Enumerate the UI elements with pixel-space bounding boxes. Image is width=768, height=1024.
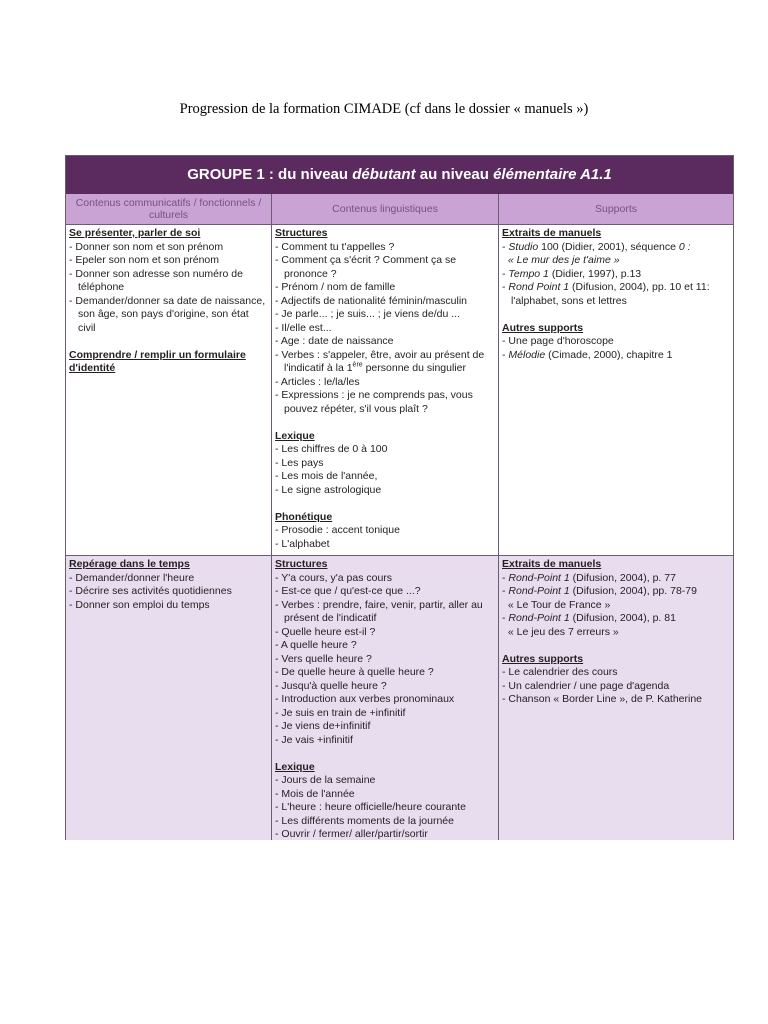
- manual-subtitle: « Le Tour de France »: [507, 598, 611, 611]
- section-heading: Lexique: [275, 429, 315, 442]
- manual-title: Rond Point 1: [508, 281, 570, 293]
- section-heading: Se présenter, parler de soi: [69, 227, 201, 239]
- manual-title: Rond-Point 1: [508, 585, 570, 597]
- header-linguistic-label: Contenus linguistiques: [332, 203, 438, 215]
- row1-supports-cell: [499, 225, 733, 555]
- list-item: - Je suis en train de +infinitif: [275, 706, 406, 719]
- list-item: - Les chiffres de 0 à 100: [275, 443, 388, 455]
- section-heading: Lexique: [275, 760, 315, 773]
- list-item: - Donner son adresse son numéro de téléphone: [69, 267, 243, 293]
- manual-title: Tempo 1: [508, 267, 549, 280]
- manual-title: Mélodie: [508, 348, 546, 361]
- curriculum-table: [65, 155, 734, 840]
- banner-level-start: débutant: [352, 166, 416, 183]
- list-item: - Demander/donner l'heure: [69, 571, 195, 584]
- row-divider: [66, 555, 733, 556]
- list-item: - Ouvrir / fermer/ aller/partir/sortir: [275, 828, 428, 840]
- list-item: - Comment tu t'appelles ?: [275, 240, 395, 253]
- section-heading: Extraits de manuels: [502, 227, 602, 239]
- section-heading: Structures: [275, 227, 328, 239]
- list-item: [502, 626, 730, 640]
- document-title: Progression de la formation CIMADE (cf dans le dossier « manuels »): [179, 101, 589, 117]
- section-heading: Structures: [275, 558, 328, 570]
- list-item: - Les mois de l'année,: [275, 470, 378, 482]
- list-item: - Rond Point 1 (Difusion, 2004), pp. 10 et 11: l'alphabet, sons et lettres: [502, 281, 710, 307]
- group-banner: [66, 156, 733, 194]
- list-item: [502, 254, 730, 268]
- manual-details: (Didier, 1997), p.13: [548, 267, 642, 280]
- row-divider: [66, 224, 733, 225]
- verbes-text: - Verbes : s'appeler, être, avoir au présent de l'indicatif à la 1: [275, 348, 485, 374]
- manual-details: (Difusion, 2004), pp. 78-79: [569, 585, 697, 597]
- list-item: - Donner son emploi du temps: [69, 598, 210, 611]
- list-item: - A quelle heure ?: [275, 639, 357, 651]
- list-item: - Quelle heure est-il ?: [275, 625, 376, 638]
- row1-linguistic-cell: [272, 225, 498, 555]
- section-heading: Autres supports: [502, 652, 584, 665]
- banner-middle: au niveau: [415, 166, 494, 183]
- column-divider: [498, 194, 499, 840]
- list-item: - Jusqu'à quelle heure ?: [275, 679, 387, 692]
- verbes-text-end: personne du singulier: [362, 362, 466, 374]
- row2-linguistic-cell: [272, 556, 498, 840]
- list-item: - Mois de l'année: [275, 787, 355, 800]
- list-item: - Tempo 1 (Didier, 1997), p.13: [502, 267, 642, 280]
- list-item: - Verbes : prendre, faire, venir, partir, aller au présent de l'indicatif: [275, 598, 483, 624]
- list-item: - Expressions : je ne comprends pas, vous pouvez répéter, s'il vous plaît ?: [275, 389, 473, 415]
- list-item: - L'alphabet: [275, 537, 330, 550]
- list-item: - L'heure : heure officielle/heure courante: [275, 801, 466, 813]
- list-item: - Y'a cours, y'a pas cours: [275, 571, 393, 584]
- header-supports: [499, 194, 733, 224]
- list-item: - Une page d'horoscope: [502, 335, 614, 347]
- section-heading: Repérage dans le temps: [69, 558, 190, 570]
- section-heading: Extraits de manuels: [502, 558, 602, 570]
- section-heading: Comprendre / remplir un formulaire d'identité: [69, 348, 246, 374]
- list-item: - Vers quelle heure ?: [275, 652, 372, 665]
- list-item: - Mélodie (Cimade, 2000), chapitre 1: [502, 348, 673, 361]
- list-item: - Articles : le/la/les: [275, 375, 360, 388]
- list-item: [502, 599, 730, 613]
- list-item: - Comment ça s'écrit ? Comment ça se prononce ?: [275, 254, 457, 280]
- list-item: - Epeler son nom et son prénom: [69, 254, 219, 266]
- manual-details: 100 (Didier, 2001), séquence: [538, 240, 679, 253]
- list-item: - Je vais +infinitif: [275, 733, 353, 746]
- list-item: - Demander/donner sa date de naissance, son âge, son pays d'origine, son état civil: [69, 294, 266, 334]
- list-item: - Rond-Point 1 (Difusion, 2004), p. 81: [502, 612, 676, 624]
- manual-details: (Difusion, 2004), p. 81: [569, 612, 676, 624]
- list-item: - Prénom / nom de famille: [275, 281, 396, 293]
- list-item: - Les pays: [275, 456, 324, 469]
- list-item: - Adjectifs de nationalité féminin/masculin: [275, 294, 468, 307]
- list-item: - Prosodie : accent tonique: [275, 524, 400, 536]
- list-item: [275, 349, 495, 376]
- header-linguistic: [272, 194, 498, 224]
- list-item: - Donner son nom et son prénom: [69, 240, 224, 253]
- list-item: - De quelle heure à quelle heure ?: [275, 666, 434, 678]
- list-item: - Studio 100 (Didier, 2001), séquence 0 :: [502, 240, 691, 253]
- list-item: - Je viens de+infinitif: [275, 720, 371, 732]
- banner-level-end: élémentaire A1.1: [493, 166, 612, 183]
- section-heading: Autres supports: [502, 321, 584, 334]
- list-item: - Age : date de naissance: [275, 335, 394, 347]
- row2-communicative-cell: [66, 556, 271, 840]
- list-item: - Les différents moments de la journée: [275, 814, 454, 827]
- list-item: - Rond-Point 1 (Difusion, 2004), pp. 78-79: [502, 585, 697, 597]
- manual-subtitle: « Le mur des je t'aime »: [507, 254, 620, 266]
- list-item: - Est-ce que / qu'est-ce que ...?: [275, 585, 421, 597]
- list-item: - Il/elle est...: [275, 321, 332, 334]
- list-item: - Rond-Point 1 (Difusion, 2004), p. 77: [502, 571, 676, 584]
- header-communicative: [66, 194, 271, 224]
- manual-details: (Difusion, 2004), pp. 10 et 11: l'alphabet, sons et lettres: [511, 281, 710, 307]
- banner-prefix: GROUPE 1 : du niveau: [187, 166, 353, 183]
- verbes-superscript: ère: [352, 361, 363, 369]
- list-item: - Décrire ses activités quotidiennes: [69, 585, 232, 597]
- header-supports-label: Supports: [594, 203, 638, 215]
- list-item: - Un calendrier / une page d'agenda: [502, 679, 670, 692]
- list-item: - Chanson « Border Line », de P. Katherine: [502, 693, 703, 705]
- header-communicative-label: Contenus communicatifs / fonctionnels / culturels: [75, 197, 262, 221]
- list-item: - Le calendrier des cours: [502, 666, 618, 678]
- row2-supports-cell: [499, 556, 733, 840]
- list-item: - Je parle... ; je suis... ; je viens de/du ...: [275, 308, 461, 320]
- manual-details: (Difusion, 2004), p. 77: [569, 571, 676, 584]
- manual-title: Studio: [508, 240, 539, 253]
- list-item: - Introduction aux verbes pronominaux: [275, 693, 455, 705]
- column-divider: [271, 194, 272, 840]
- manual-sequence: 0 :: [678, 240, 691, 253]
- manual-subtitle: « Le jeu des 7 erreurs »: [507, 625, 619, 638]
- list-item: - Le signe astrologique: [275, 483, 382, 496]
- manual-details: (Cimade, 2000), chapitre 1: [545, 348, 673, 361]
- manual-title: Rond-Point 1: [508, 612, 570, 624]
- list-item: - Jours de la semaine: [275, 774, 376, 786]
- section-heading: Phonétique: [275, 510, 333, 523]
- manual-title: Rond-Point 1: [508, 571, 570, 584]
- row1-communicative-cell: [66, 225, 271, 555]
